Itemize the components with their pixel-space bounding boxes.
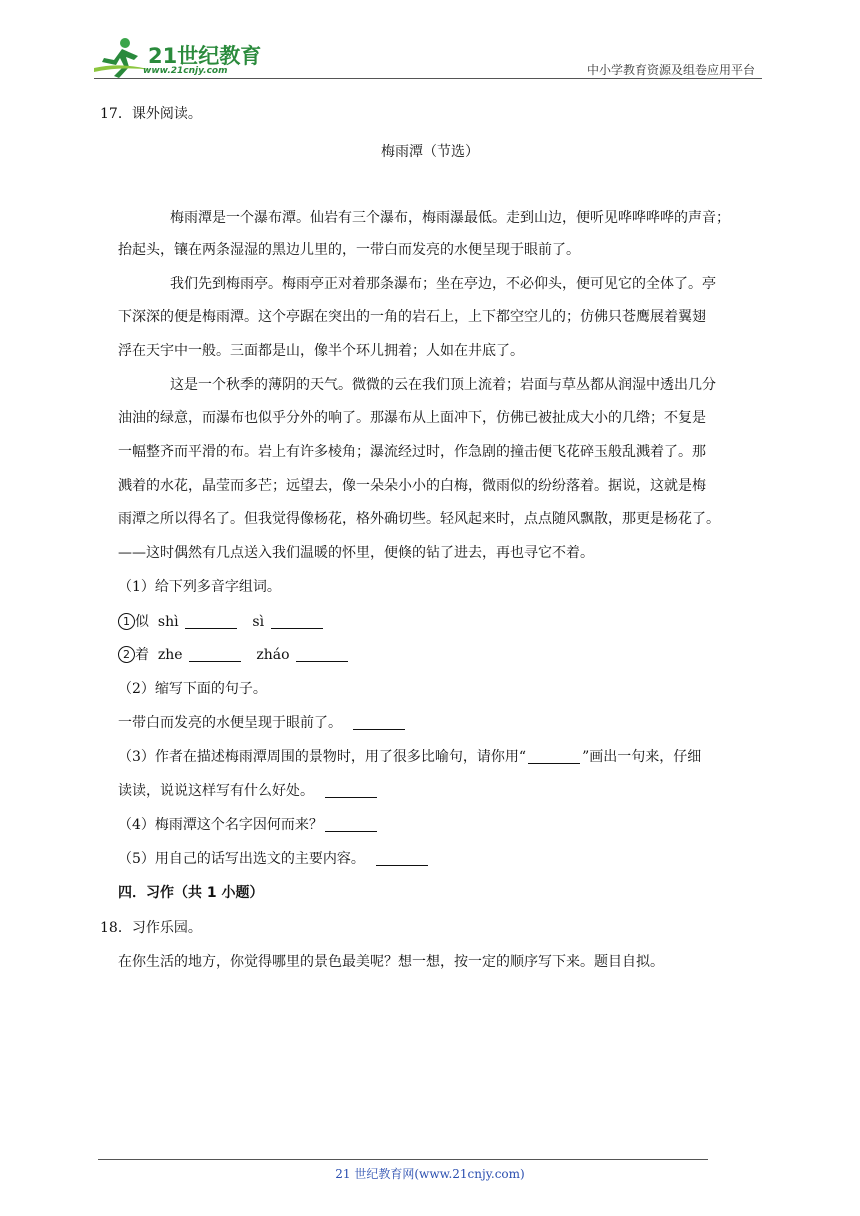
polyphone-char: 似 xyxy=(135,614,149,630)
polyphone-row-1 xyxy=(118,612,325,632)
question-18-heading: 18．习作乐园。 xyxy=(100,920,202,936)
platform-name: 中小学教育资源及组卷应用平台 xyxy=(586,63,755,77)
sentence-text: 一带白而发亮的水便呈现于眼前了。 xyxy=(118,715,342,731)
sub-question-5-text: （5）用自己的话写出选文的主要内容。 xyxy=(118,851,365,867)
answer-blank[interactable] xyxy=(376,851,428,866)
polyphone-row-2 xyxy=(118,645,350,665)
sub-question-1: （1）给下列多音字组词。 xyxy=(118,579,281,595)
answer-blank[interactable] xyxy=(528,749,580,764)
sub-question-4-text: （4）梅雨潭这个名字因何而来？ xyxy=(118,817,323,833)
logo-url: www.21cnjy.com xyxy=(143,66,228,76)
sub-question-3-text: ”画出一句来，仔细 xyxy=(582,749,702,765)
answer-blank[interactable] xyxy=(271,614,323,629)
sub-question-3-text: （3）作者在描述梅雨潭周围的景物时，用了很多比喻句，请你用“ xyxy=(118,749,527,765)
passage-line: 我们先到梅雨亭。梅雨亭正对着那条瀑布；坐在亭边，不必仰头，便可见它的全体了。亭 xyxy=(170,276,716,292)
sub-question-2: （2）缩写下面的句子。 xyxy=(118,681,267,697)
passage-line: 一幅整齐而平滑的布。岩上有许多棱角；瀑流经过时，作急剧的撞击便飞花碎玉般乱溅着了。那 xyxy=(118,444,706,460)
passage-line: 溅着的水花，晶莹而多芒；远望去，像一朵朵小小的白梅，微雨似的纷纷落着。据说，这就是梅 xyxy=(118,478,706,494)
answer-blank[interactable] xyxy=(353,715,405,730)
pinyin: zháo xyxy=(256,647,290,663)
passage-line: 油油的绿意，而瀑布也似乎分外的响了。那瀑布从上面冲下，仿佛已被扯成大小的几绺；不复是 xyxy=(118,410,706,426)
answer-blank[interactable] xyxy=(325,783,377,798)
sub-question-3-line-1 xyxy=(118,747,701,767)
sub-question-2-sentence xyxy=(118,713,407,733)
passage-line: 这是一个秋季的薄阴的天气。微微的云在我们顶上流着；岩面与草丛都从润湿中透出几分 xyxy=(170,377,716,393)
section-4-heading: 四．习作（共 1 小题） xyxy=(118,885,264,901)
passage-line: 雨潭之所以得名了。但我觉得像杨花，格外确切些。轻风起来时，点点随风飘散，那更是杨花了。 xyxy=(118,511,720,527)
circled-number: 1 xyxy=(118,613,135,630)
pinyin: sì xyxy=(252,614,265,630)
pinyin: zhe xyxy=(157,647,183,663)
answer-blank[interactable] xyxy=(185,614,237,629)
passage-line: 抬起头，镶在两条湿湿的黑边儿里的，一带白而发亮的水便呈现于眼前了。 xyxy=(118,242,580,258)
answer-blank[interactable] xyxy=(325,817,377,832)
question-18-text: 在你生活的地方，你觉得哪里的景色最美呢？想一想，按一定的顺序写下来。题目自拟。 xyxy=(118,954,664,970)
sub-question-3-text: 读读，说说这样写有什么好处。 xyxy=(118,783,314,799)
polyphone-char: 着 xyxy=(135,647,149,663)
pinyin: shì xyxy=(157,614,179,630)
answer-blank[interactable] xyxy=(189,647,241,662)
passage-line: 下深深的便是梅雨潭。这个亭踞在突出的一角的岩石上，上下都空空儿的；仿佛只苍鹰展着翼翅 xyxy=(118,309,706,325)
logo-text: 21世纪教育 xyxy=(148,44,262,68)
question-17-heading: 17．课外阅读。 xyxy=(100,106,202,122)
passage-line: 梅雨潭是一个瀑布潭。仙岩有三个瀑布，梅雨瀑最低。走到山边，便听见哗哗哗哗的声音； xyxy=(170,210,730,226)
passage-line: ——这时偶然有几点送入我们温暖的怀里，便倏的钻了进去，再也寻它不着。 xyxy=(118,545,594,561)
passage-title: 梅雨潭（节选） xyxy=(381,144,479,160)
circled-number: 2 xyxy=(118,646,135,663)
answer-blank[interactable] xyxy=(296,647,348,662)
sub-question-3-line-2 xyxy=(118,781,379,801)
footer-text: 21 世纪教育网(www.21cnjy.com) xyxy=(335,1167,525,1181)
sub-question-5 xyxy=(118,849,430,869)
footer-divider xyxy=(98,1159,708,1160)
passage-line: 浮在天宇中一般。三面都是山，像半个环儿拥着；人如在井底了。 xyxy=(118,343,524,359)
sub-question-4 xyxy=(118,815,379,835)
header-divider xyxy=(94,78,762,79)
